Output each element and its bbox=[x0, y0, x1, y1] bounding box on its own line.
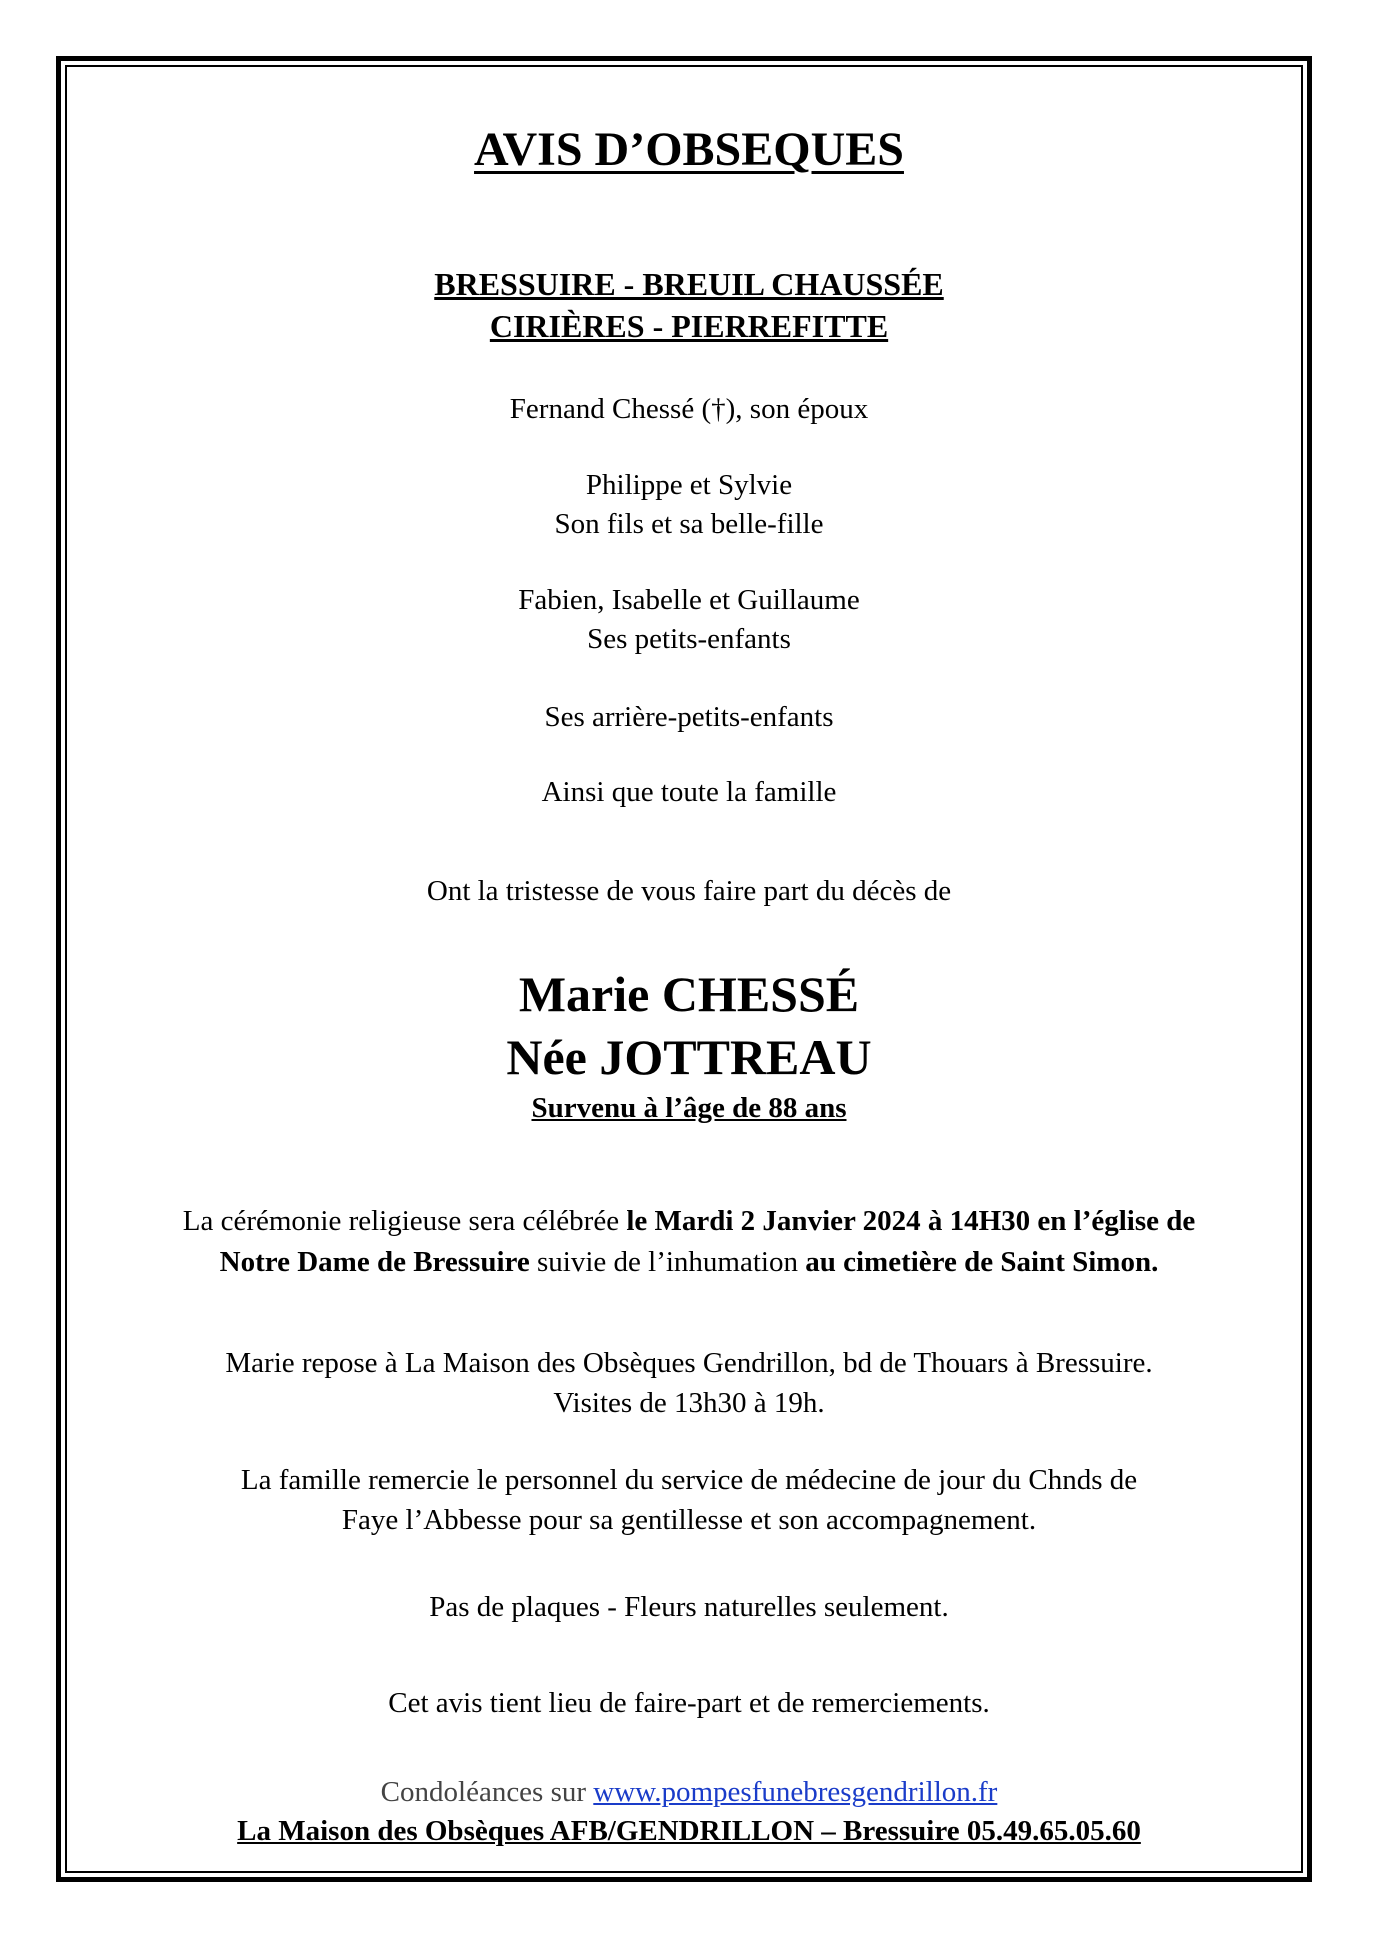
closing-line: Cet avis tient lieu de faire-part et de remerciements. bbox=[388, 1687, 990, 1719]
ceremony-church: Notre Dame de Bressuire bbox=[219, 1246, 530, 1278]
great-grandchildren-line: Ses arrière-petits-enfants bbox=[544, 701, 834, 733]
husband-line: Fernand Chessé (†), son époux bbox=[509, 393, 869, 425]
announcement-line: Ont la tristesse de vous faire part du décès de bbox=[426, 875, 952, 907]
condolences-label: Condoléances sur bbox=[380, 1776, 594, 1808]
son-names: Philippe et Sylvie bbox=[585, 469, 793, 501]
condolences-line bbox=[0, 1773, 1378, 1811]
whole-family-line: Ainsi que toute la famille bbox=[541, 776, 837, 808]
ceremony-date-location: le Mardi 2 Janvier 2024 à 14H30 en l’église de bbox=[626, 1205, 1196, 1237]
condolences-link[interactable]: www.pompesfunebresgendrillon.fr bbox=[593, 1776, 998, 1808]
grandchildren-relation: Ses petits-enfants bbox=[587, 623, 791, 655]
ceremony-line-1 bbox=[0, 1202, 1378, 1240]
places-line-2: CIRIÈRES - PIERREFITTE bbox=[489, 308, 889, 344]
rest-line-1: Marie repose à La Maison des Obsèques Gendrillon, bd de Thouars à Bressuire. bbox=[225, 1347, 1153, 1379]
ceremony-line-2 bbox=[0, 1243, 1378, 1281]
deceased-birth-name: Née JOTTREAU bbox=[506, 1029, 872, 1085]
notice-title: AVIS D’OBSEQUES bbox=[474, 123, 904, 176]
son-relation: Son fils et sa belle-fille bbox=[554, 508, 824, 540]
ceremony-text-1: La cérémonie religieuse sera célébrée bbox=[182, 1205, 627, 1237]
thanks-line-1: La famille remercie le personnel du service de médecine de jour du Chnds de bbox=[240, 1464, 1138, 1496]
ceremony-cemetery: au cimetière de Saint Simon. bbox=[805, 1246, 1159, 1278]
ceremony-text-2: suivie de l’inhumation bbox=[529, 1246, 806, 1278]
deceased-name: Marie CHESSÉ bbox=[518, 966, 860, 1022]
age-line: Survenu à l’âge de 88 ans bbox=[531, 1092, 847, 1124]
funeral-home-line: La Maison des Obsèques AFB/GENDRILLON – Bressuire 05.49.65.05.60 bbox=[237, 1815, 1141, 1847]
rest-line-2: Visites de 13h30 à 19h. bbox=[553, 1387, 825, 1419]
grandchildren-names: Fabien, Isabelle et Guillaume bbox=[518, 584, 860, 616]
thanks-line-2: Faye l’Abbesse pour sa gentillesse et son accompagnement. bbox=[341, 1504, 1037, 1536]
flowers-line: Pas de plaques - Fleurs naturelles seulement. bbox=[429, 1591, 949, 1623]
places-line-1: BRESSUIRE - BREUIL CHAUSSÉE bbox=[434, 266, 944, 302]
